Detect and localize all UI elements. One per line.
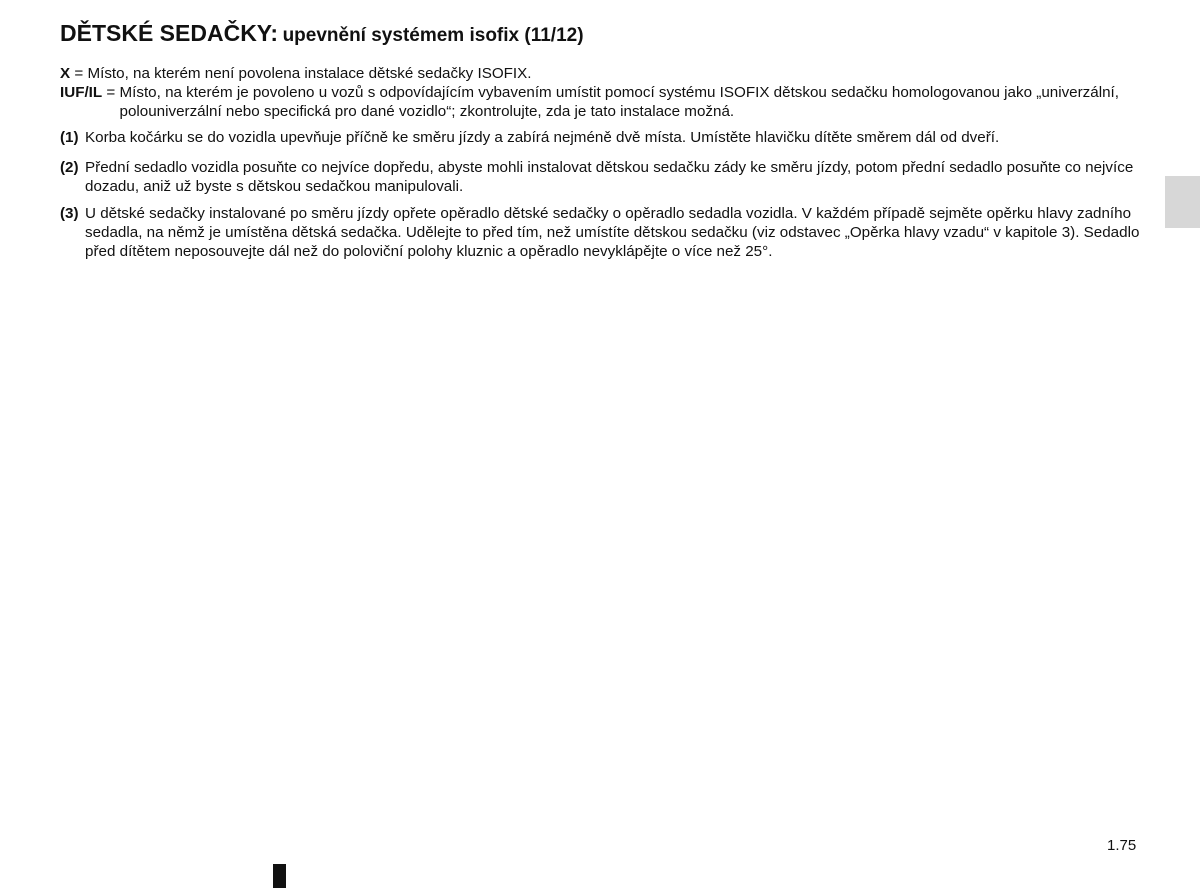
- legend-separator: =: [70, 65, 88, 82]
- note-text: U dětské sedačky instalované po směru jízdy opřete opěradlo dětské sedačky o opěradlo sedadla vozidla. V každém případě sejměte opěrku hlavy zadního sedadla, na němž je umístěna dětská sedačka. Udělejte to před tím, než umístíte dětskou sedačku (viz odstavec „Opěrka hlavy vzadu“ v kapitole 3). Sedadlo před dítětem neposouvejte dál než do poloviční polohy kluznic a opěradlo nevyklápějte o více než 25°.: [85, 205, 1140, 260]
- legend-item-iuf-il: [60, 83, 1145, 121]
- note-2: [60, 158, 1145, 196]
- page-title-main: DĚTSKÉ SEDAČKY:: [60, 20, 279, 46]
- note-number: (2): [60, 159, 79, 176]
- note-number: (1): [60, 129, 79, 146]
- note-text: Korba kočárku se do vozidla upevňuje příčně ke směru jízdy a zabírá nejméně dvě místa. Umístěte hlavičku dítěte směrem dál od dveří.: [85, 129, 1000, 146]
- legend: [60, 64, 1145, 121]
- note-text: Přední sedadlo vozidla posuňte co nejvíce dopředu, abyste mohli instalovat dětskou sedačku zády ke směru jízdy, potom přední sedadlo posuňte co nejvíce dozadu, aniž už byste s dětskou sedačkou manipulovali.: [85, 159, 1134, 195]
- page-title-sub: upevnění systémem isofix (11/12): [282, 25, 584, 46]
- page-title: [60, 18, 584, 52]
- legend-separator: =: [102, 84, 120, 101]
- page-number: 1.75: [1107, 837, 1137, 854]
- note-1: [60, 128, 1145, 147]
- legend-key: X: [60, 65, 71, 82]
- note-3: [60, 204, 1145, 261]
- section-tab-marker: [1165, 176, 1200, 228]
- legend-item-x: [60, 64, 1145, 83]
- legend-text: Místo, na kterém je povoleno u vozů s odpovídajícím vybavením umístit pomocí systému ISOFIX dětskou sedačku homologovanou jako „univerzální, polouniverzální nebo specifická pro dané vozidlo“; zkontrolujte, zda je tato instalace možná.: [119, 84, 1119, 120]
- note-number: (3): [60, 205, 79, 222]
- legend-key: IUF/IL: [60, 84, 103, 101]
- legend-text: Místo, na kterém není povolena instalace dětské sedačky ISOFIX.: [87, 65, 532, 82]
- print-crop-mark: [273, 864, 286, 888]
